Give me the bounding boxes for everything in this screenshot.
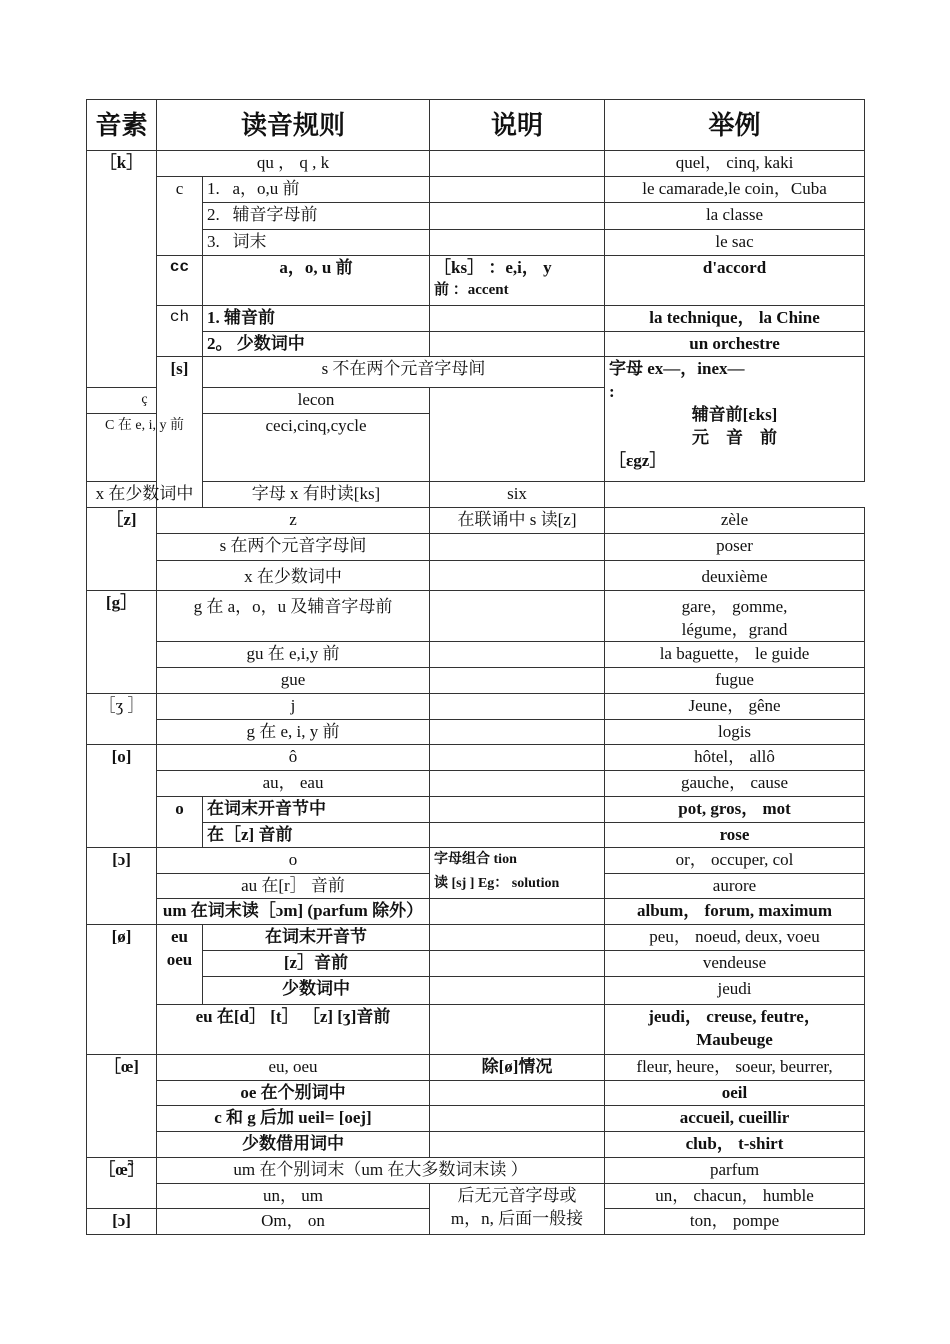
note-cell	[430, 534, 605, 561]
table-row	[87, 177, 865, 203]
example-cell: six	[430, 482, 605, 508]
example-cell: vendeuse	[605, 951, 865, 977]
note-cell	[430, 694, 605, 720]
example-cell: Jeune， gêne	[605, 694, 865, 720]
table-row	[87, 668, 865, 694]
rule-cell: [z］音前	[203, 951, 430, 977]
letter-c: c	[157, 177, 203, 256]
table-row	[87, 823, 865, 848]
rule-cell: j	[157, 694, 430, 720]
note-cell	[430, 1081, 605, 1106]
note-cell	[430, 230, 605, 256]
note-line: ［ɛgz］	[609, 451, 667, 470]
note-line: 辅音前[ɛks]	[691, 405, 778, 424]
rule-cell: g 在 a，o，u 及辅音字母前	[157, 591, 430, 642]
example-cell: poser	[605, 534, 865, 561]
note-line: m，n, 后面一般接	[450, 1209, 584, 1228]
example-cell: le sac	[605, 230, 865, 256]
table-row	[87, 482, 865, 508]
phoneme-g: [g］	[87, 591, 157, 694]
table-row	[87, 951, 865, 977]
rule-text: a，o,u 前	[232, 179, 300, 198]
letter-ch: ch	[157, 306, 203, 357]
example-cell: rose	[605, 823, 865, 848]
phoneme-oe: ［œ]	[87, 1055, 157, 1158]
note-cell	[430, 977, 605, 1005]
rule-cell: gu 在 e,i,y 前	[157, 642, 430, 668]
example-cell: le camarade,le coin，Cuba	[605, 177, 865, 203]
rule-cell: ô	[157, 745, 430, 771]
note-cell	[430, 1184, 605, 1235]
rule-cell: z	[157, 508, 430, 534]
note-cell	[430, 771, 605, 797]
note-line: 前 ：accent	[434, 282, 509, 298]
phoneme-s: [s]	[157, 357, 203, 508]
example-cell: d'accord	[605, 256, 865, 306]
table-row	[87, 642, 865, 668]
table-row	[87, 1055, 865, 1081]
table-row	[87, 508, 865, 534]
note-cell	[430, 151, 605, 177]
example-cell: pot, gros， mot	[605, 797, 865, 823]
rule-cell	[203, 177, 430, 203]
example-cell: la classe	[605, 203, 865, 230]
example-cell: la baguette， le guide	[605, 642, 865, 668]
example-cell: album， forum, maximum	[605, 899, 865, 925]
rule-cell: oe 在个别词中	[157, 1081, 430, 1106]
example-cell: quel， cinq, kaki	[605, 151, 865, 177]
phonics-table-page	[86, 99, 864, 1237]
phoneme-on: [ɔ]	[87, 1209, 157, 1235]
rule-cell: qu ， q , k	[157, 151, 430, 177]
phoneme-z: ［z]	[87, 508, 157, 591]
note-line: 元 音 前	[692, 428, 778, 447]
header-rule: 读音规则	[157, 100, 430, 151]
example-cell: un， chacun， humble	[605, 1184, 865, 1209]
rule-cell: eu 在[d］ [t］ ［z] [ʒ]音前	[157, 1005, 430, 1055]
rule-cell: g 在 e, i, y 前	[157, 720, 430, 745]
example-cell: logis	[605, 720, 865, 745]
rule-cell: 少数借用词中	[157, 1132, 430, 1158]
letter-line: oeu	[166, 950, 193, 969]
table-row	[87, 694, 865, 720]
header-note: 说明	[430, 100, 605, 151]
note-cell	[430, 797, 605, 823]
rule-cell	[203, 203, 430, 230]
note-cell	[430, 332, 605, 357]
note-line: 读 [sj ] Eg： solution	[434, 876, 560, 891]
rule-cell: x 在少数词中	[157, 561, 430, 591]
rule-cell: 在词末开音节	[203, 925, 430, 951]
note-cell: 除[ø]情况	[430, 1055, 605, 1081]
note-cell	[430, 899, 605, 925]
table-row	[87, 306, 865, 332]
rule-cell: x 在少数词中	[87, 482, 203, 508]
example-cell: zèle	[605, 508, 865, 534]
rule-cell: 2。 少数词中	[203, 332, 430, 357]
note-cell	[430, 951, 605, 977]
phoneme-k: ［k］	[87, 151, 157, 388]
rule-cell: s 不在两个元音字母间	[203, 357, 605, 388]
example-cell	[605, 591, 865, 642]
phoneme-eu: [ø]	[87, 925, 157, 1055]
phoneme-open-o: [ɔ]	[87, 848, 157, 925]
table-row	[87, 332, 865, 357]
table-row	[87, 256, 865, 306]
example-cell: la technique， la Chine	[605, 306, 865, 332]
note-cell	[430, 925, 605, 951]
rule-cell	[203, 230, 430, 256]
table-row	[87, 848, 865, 874]
note-cell: 字母 x 有时读[ks]	[203, 482, 430, 508]
rule-text: 辅音字母前	[232, 205, 318, 224]
table-row	[87, 1158, 865, 1184]
note-cell: 在联诵中 s 读[z]	[430, 508, 605, 534]
table-row	[87, 534, 865, 561]
rule-cell: o	[157, 848, 430, 874]
phoneme-oen: ［œ̃］	[87, 1158, 157, 1209]
table-row	[87, 1106, 865, 1132]
example-line: Maubeuge	[696, 1030, 773, 1049]
table-row	[87, 1081, 865, 1106]
rule-cell: 在词末开音节中	[203, 797, 430, 823]
note-cell	[430, 591, 605, 642]
note-cell	[605, 357, 865, 482]
list-number: 1.	[207, 179, 220, 198]
note-cell	[430, 720, 605, 745]
rule-cell: Om， on	[157, 1209, 430, 1235]
example-cell: peu， noeud, deux, voeu	[605, 925, 865, 951]
rule-cell: um 在个别词末（um 在大多数词末读 ）	[157, 1158, 605, 1184]
table-row	[87, 151, 865, 177]
example-cell: fleur, heure， soeur, beurrer,	[605, 1055, 865, 1081]
rule-cell: 在［z] 音前	[203, 823, 430, 848]
table-row	[87, 797, 865, 823]
note-cell	[430, 823, 605, 848]
example-cell: un orchestre	[605, 332, 865, 357]
note-cell	[430, 1005, 605, 1055]
rule-cell: un， um	[157, 1184, 430, 1209]
table-row	[87, 357, 865, 388]
note-cell	[430, 561, 605, 591]
example-cell: jeudi	[605, 977, 865, 1005]
example-cell: accueil, cueillir	[605, 1106, 865, 1132]
pronunciation-rules-table	[86, 99, 865, 1235]
rule-cell: C 在 e, i, y 前	[87, 414, 203, 482]
note-cell	[430, 1106, 605, 1132]
example-cell	[605, 1005, 865, 1055]
rule-cell: 少数词中	[203, 977, 430, 1005]
example-cell: club， t-shirt	[605, 1132, 865, 1158]
table-header-row	[87, 100, 865, 151]
table-row	[87, 771, 865, 797]
table-row	[87, 720, 865, 745]
example-cell: fugue	[605, 668, 865, 694]
phoneme-o: [o]	[87, 745, 157, 848]
header-example: 举例	[605, 100, 865, 151]
note-line: 后无元音字母或	[457, 1186, 577, 1205]
rule-cell: eu, oeu	[157, 1055, 430, 1081]
table-row	[87, 925, 865, 951]
example-cell: or， occuper, col	[605, 848, 865, 874]
example-line: gare， gomme,	[681, 597, 788, 616]
rule-cell: au， eau	[157, 771, 430, 797]
example-line: légume，grand	[681, 620, 788, 639]
example-cell: parfum	[605, 1158, 865, 1184]
rule-cell: 1. 辅音前	[203, 306, 430, 332]
note-cell	[430, 177, 605, 203]
note-cell	[430, 306, 605, 332]
rule-cell: au 在[r］ 音前	[157, 874, 430, 899]
example-cell: gauche， cause	[605, 771, 865, 797]
example-cell: oeil	[605, 1081, 865, 1106]
example-cell: hôtel， allô	[605, 745, 865, 771]
rule-cell: ç	[87, 388, 203, 414]
note-cell	[430, 668, 605, 694]
table-row	[87, 203, 865, 230]
example-cell: deuxième	[605, 561, 865, 591]
phoneme-zh: ［ʒ ］	[87, 694, 157, 745]
table-row	[87, 745, 865, 771]
example-cell: aurore	[605, 874, 865, 899]
note-cell	[430, 203, 605, 230]
note-line: :	[609, 382, 615, 401]
example-line: jeudi， creuse, feutre，	[648, 1007, 821, 1026]
note-line: 字母 ex—，inex—	[609, 359, 745, 378]
table-row	[87, 977, 865, 1005]
rule-cell: a，o, u 前	[203, 256, 430, 306]
example-cell: ceci,cinq,cycle	[203, 414, 430, 482]
table-row	[87, 591, 865, 642]
letter-line: eu	[171, 927, 188, 946]
example-cell: ton， pompe	[605, 1209, 865, 1235]
header-phoneme: 音素	[87, 100, 157, 151]
rule-cell: um 在词末读［ɔm] (parfum 除外）	[157, 899, 430, 925]
table-row	[87, 1184, 865, 1209]
table-row	[87, 1005, 865, 1055]
note-cell	[430, 642, 605, 668]
table-row	[87, 899, 865, 925]
table-row	[87, 561, 865, 591]
table-row	[87, 230, 865, 256]
list-number: 2.	[207, 205, 220, 224]
note-cell	[430, 256, 605, 306]
note-line: ［ks］ ：e,i， y	[434, 258, 552, 277]
rule-cell: gue	[157, 668, 430, 694]
rule-cell: s 在两个元音字母间	[157, 534, 430, 561]
letter-cc: cc	[157, 256, 203, 306]
letter-eu	[157, 925, 203, 1005]
note-cell	[430, 745, 605, 771]
note-cell	[430, 1132, 605, 1158]
example-cell: lecon	[203, 388, 430, 414]
note-line: 字母组合 tion	[434, 852, 517, 867]
table-row	[87, 1132, 865, 1158]
list-number: 3.	[207, 232, 220, 251]
letter-o: o	[157, 797, 203, 848]
rule-text: 词末	[232, 232, 267, 251]
note-cell	[430, 848, 605, 899]
rule-cell: c 和 g 后加 ueil= [oej]	[157, 1106, 430, 1132]
